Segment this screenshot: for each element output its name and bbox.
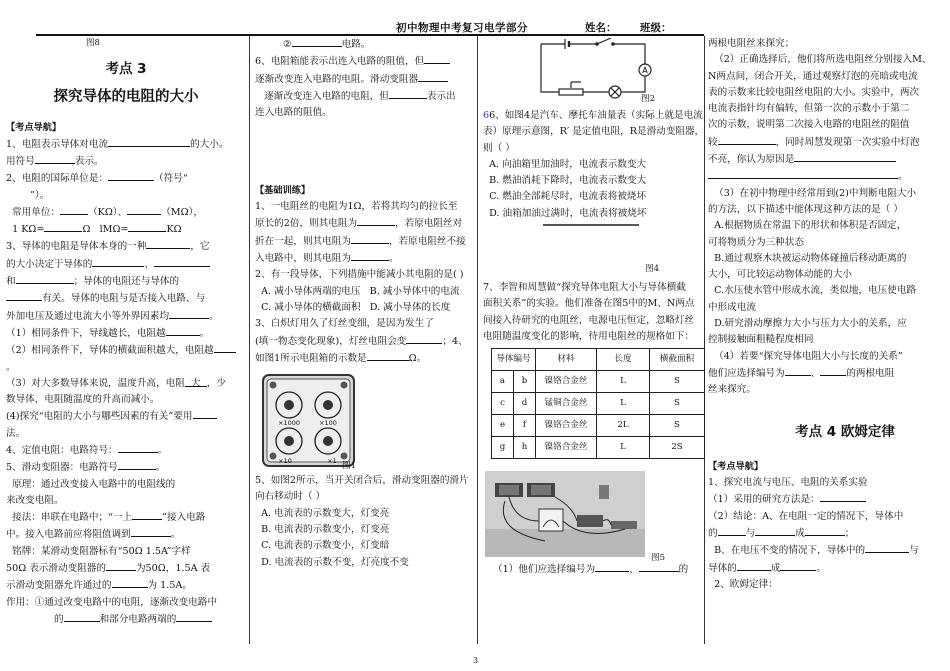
column-2 <box>255 36 473 651</box>
blank <box>128 221 166 232</box>
text-line: 50Ω 表示滑动变阻器的 为50Ω，1.5A 表 <box>6 560 246 577</box>
text-line: 。 <box>6 361 16 373</box>
blank <box>820 365 846 376</box>
table-row <box>492 393 705 415</box>
text-line: C. 燃油全部耗尽时，电流表将被烧坏 <box>489 191 647 203</box>
blank <box>92 256 144 267</box>
blank <box>112 577 148 588</box>
table-cell: S <box>650 393 705 415</box>
text-line: D. 电流表的示数不变，灯亮度不变 <box>261 556 409 568</box>
text-line: (4)探究“电阻的大小与哪些因素的有关”要用 <box>6 408 246 425</box>
text-line: 次的示数，说明第二次接入电路的电阻丝的阻值 <box>708 119 910 131</box>
topic3-heading: 探究导体的电阻的大小 <box>53 89 199 106</box>
table-header-cell: 导体编号 <box>492 349 536 371</box>
text-line: A. 电流表的示数变大，灯变亮 <box>261 507 390 519</box>
table-cell: c <box>492 393 514 415</box>
blank <box>595 561 629 572</box>
text-line: 逐渐改变连入电路的电阻，但 表示出 <box>255 88 473 105</box>
section-nav: 【考点导航】 <box>6 122 62 134</box>
text-line: C. 电流表的示数变小，灯变暗 <box>261 540 390 552</box>
text-line: （2）结论：A、在电阻一定的情况下，导体中 <box>708 510 904 522</box>
header-class-label: 班级： <box>640 22 672 34</box>
text-line: 不亮，你认为原因是 <box>708 151 938 168</box>
table-cell: b <box>513 371 535 393</box>
text-line: D. 油箱加油过满时，电流表将被烧坏 <box>489 207 647 219</box>
text-line: 1、探究电流与电压、电阻的关系实验 <box>708 477 868 489</box>
blank <box>718 525 746 536</box>
text-line: （3）对大多数导体来说，温度升高，电阻 大 ，少 <box>6 377 226 389</box>
basic-training-label: 【基础训练】 <box>255 185 311 197</box>
table-cell: g <box>492 437 514 459</box>
header-title: 初中物理中考复习电学部分 <box>396 22 528 34</box>
text-line: （2）相同条件下，导体的横截面积越大，电阻越 <box>6 342 246 359</box>
text-line: 间接入待研究的电阻丝，电源电压恒定，忽略灯丝 <box>483 314 695 326</box>
question-2: 2、有一段导体，下列措施中能减小其电阻的是( ) <box>255 269 464 281</box>
figure-5 <box>483 471 705 564</box>
blank <box>44 221 82 232</box>
text-line: 两根电阻丝来探究； <box>708 38 795 49</box>
dial-label: ×1000 <box>278 419 300 428</box>
text-line: 接法：串联在电路中；“一上 ”接入电路 <box>6 509 246 526</box>
text-line: 的大小决定于导体的 、 <box>6 256 246 273</box>
blank <box>780 560 816 571</box>
blank <box>708 168 898 179</box>
text-line: D.研究滑动摩擦力大小与压力大小的关系，应 <box>714 318 907 330</box>
blank <box>718 134 776 145</box>
table-cell: a <box>492 371 514 393</box>
text-line: 4、定值电阻：电路符号： 。 <box>6 442 246 459</box>
text-line: 控制接触面粗糙程度相同 <box>708 334 814 346</box>
blank <box>193 408 217 419</box>
text-line: ② 电路。 <box>255 36 473 53</box>
text-line: B. 燃油消耗下降时，电流表示数变大 <box>489 175 647 187</box>
question-7: 7、李智和周慧做“探究导体电阻大小与导体横截 <box>483 282 686 294</box>
ammeter-label: A <box>642 66 648 75</box>
experiment-photo-figure <box>485 471 645 557</box>
text-line: 逐渐改变连入电路的电阻。滑动变阻器 <box>255 71 473 88</box>
text-line: 可将物质分为三种状态 <box>708 236 804 248</box>
blank <box>106 560 136 571</box>
blank <box>132 509 162 520</box>
blank <box>176 611 212 622</box>
table-header-cell: 材料 <box>536 349 597 371</box>
text-line: 原长的2倍，则其电阻为 ，若原电阻丝对 <box>255 215 473 232</box>
kaodian3-heading: 考点 3 <box>105 61 147 78</box>
text-line: 他们应选择编号为 、 的两根电阻 <box>708 365 938 382</box>
column-1 <box>6 36 246 651</box>
text-line: 中。接入电路前应将阻值调到 。 <box>6 526 246 543</box>
dial-label: ×100 <box>319 419 337 428</box>
blank <box>118 442 158 453</box>
table-cell: d <box>513 393 535 415</box>
table-header-cell: 横截面积 <box>650 349 705 371</box>
blank <box>418 71 448 82</box>
text-line: B、在电压不变的情况下，导体中的 与 <box>708 542 938 559</box>
blank <box>35 153 75 164</box>
blank <box>166 325 200 336</box>
table-cell: L <box>597 437 650 459</box>
text-line: 的方法，以下描述中能体现这种方法的是（ ） <box>708 203 903 215</box>
blank <box>131 526 171 537</box>
text-line: B.通过观察木块被运动物体碰撞后移动距离的 <box>714 252 907 264</box>
blank <box>367 350 409 361</box>
fig1-caption: 图1 <box>342 461 357 472</box>
text-line: B. 电流表的示数变小，灯变亮 <box>261 523 390 535</box>
dial-label: ×1 <box>327 457 337 466</box>
text-line: 面积关系”的实验。他们准备在图5中的M、N两点 <box>483 298 695 310</box>
column-3 <box>483 36 705 651</box>
table-row <box>492 415 705 437</box>
table-cell: L <box>597 371 650 393</box>
table-cell: S <box>650 415 705 437</box>
blank <box>127 204 161 215</box>
text-line: 有关。导体的电阻与是否接入电路、与 <box>6 290 246 307</box>
text-line: A. 减小导体两端的电压 B. 减小导体中的电流 <box>261 285 460 297</box>
text-line: 3、导体的电阻是导体本身的一种 ，它 <box>6 238 246 255</box>
circuit-diagram <box>537 38 657 100</box>
blank <box>865 542 909 553</box>
text-line: 2、欧姆定律： <box>714 578 778 590</box>
blank <box>737 560 771 571</box>
blank: 大 <box>185 376 207 387</box>
blank <box>108 170 154 181</box>
page-header <box>0 20 950 34</box>
resistor-spec-table <box>491 348 705 459</box>
blank <box>108 136 190 147</box>
blank <box>794 151 896 162</box>
figure-4 <box>483 226 705 280</box>
table-cell: L <box>597 393 650 415</box>
text-line: A.根据物质在常温下的形状和体积是否固定， <box>714 220 907 232</box>
section-nav: 【考点导航】 <box>708 461 764 473</box>
blank <box>214 342 236 353</box>
text-line: 示滑动变阻器允许通过的 为 1.5A。 <box>6 577 246 594</box>
text-line: 向右移动时（ ） <box>255 491 326 503</box>
text-line: （2）正确选择后，他们将所选电阻丝分别接入M、 <box>714 54 932 66</box>
table-cell: 镍铬合金丝 <box>536 371 597 393</box>
text-line: （3）在初中物理中经常用到(2)中判断电阻大小 <box>714 187 917 199</box>
text-line: （1）他们应选择编号为 、 的 <box>483 561 705 578</box>
table-cell: h <box>513 437 535 459</box>
blank <box>755 525 795 536</box>
text-line: 的 与 成 ； <box>708 525 938 542</box>
text-line: C.水压使水管中形成水流，类似地，电压使电路 <box>714 285 917 297</box>
blank <box>424 53 450 64</box>
table-cell: 2L <box>597 415 650 437</box>
text-line: （1）采用的研究方法是： <box>708 491 938 508</box>
dial-label: ×10 <box>278 457 292 466</box>
text-line: 和 ；导体的电阻还与导体的 <box>6 273 246 290</box>
blank <box>169 308 209 319</box>
blank <box>292 36 342 47</box>
text-line: 原理：通过改变接入电路中的电阻线的 <box>12 478 176 490</box>
blank <box>16 273 74 284</box>
fig4-caption: 图4 <box>645 264 660 275</box>
text-line: 连入电路的阻值。 <box>255 107 332 119</box>
text-line: 表）原理示意图，R′ 是定值电阻，R是滑动变阻器， <box>483 126 705 138</box>
blank <box>6 290 42 301</box>
blank <box>146 238 190 249</box>
text-line: 导体的 成 。 <box>708 560 938 577</box>
table-cell: S <box>650 371 705 393</box>
fig8-caption: 图8 <box>86 38 100 48</box>
text-line: 较 ，同时周慧发现第一次实验中灯泡 <box>708 134 938 151</box>
column-divider <box>249 36 250 644</box>
text-line: A. 向油箱里加油时，电流表示数变大 <box>489 158 647 170</box>
text-line: 中形成电流 <box>708 301 756 313</box>
question-3: 3、白炽灯用久了灯丝变细，是因为发生了 <box>255 318 434 330</box>
table-cell: e <box>492 415 514 437</box>
header-name-label: 姓名： <box>585 22 617 34</box>
blank <box>389 88 427 99</box>
text-line: 铭牌：某滑动变阻器标有“50Ω 1.5A”字样 <box>12 545 191 557</box>
text-line: 5、滑动变阻器：电路符号 。 <box>6 459 246 476</box>
text-line: (填一物态变化现象)，灯丝电阻会变 ；4、 <box>255 333 473 350</box>
text-line: 6、电阻箱能表示出连入电路的阻值，但 <box>255 53 473 70</box>
column-divider <box>477 36 478 644</box>
text-line: 入电路中，则其电阻为 。 <box>255 250 473 267</box>
question-1: 1、一电阻丝的电阻为1Ω，若将其均匀的拉长至 <box>255 201 458 213</box>
blank <box>351 250 389 261</box>
text-line: （1）相同条件下，导线越长，电阻越 。 <box>6 325 246 342</box>
column-4 <box>708 36 938 651</box>
text-line: （4）若要“探究导体电阻大小与长度的关系” <box>714 350 903 362</box>
kaodian4-heading: 考点 4 欧姆定律 <box>795 423 895 440</box>
text-line: 1、电阻表示导体对电流 的大小。 <box>6 136 246 153</box>
text-line: 表的示数来比较电阻丝电阻的大小。实验中，两次 <box>708 86 920 98</box>
question-6: 66、如图4是汽车、摩托车油量表（实际上就是电流 <box>483 110 703 121</box>
text-line: 用符号 表示。 <box>6 153 246 170</box>
blank <box>154 256 210 267</box>
blank <box>820 491 866 502</box>
blank <box>785 365 811 376</box>
table-row <box>492 371 705 393</box>
blank <box>351 233 389 244</box>
question-5: 5、如图2所示，当开关闭合后，滑动变阻器的滑片 <box>255 475 469 487</box>
table-row <box>492 437 705 459</box>
blank <box>406 333 442 344</box>
table-cell: 镍铬合金丝 <box>536 415 597 437</box>
text-line: 电流表指针均有偏转，但第一次的示数小于第二 <box>708 103 910 115</box>
figure-2 <box>483 36 705 108</box>
fig2-caption: 图2 <box>641 94 656 104</box>
text-line: 。 <box>708 168 938 185</box>
blank <box>118 459 156 470</box>
table-cell: 2S <box>650 437 705 459</box>
fig5-caption: 图5 <box>651 553 666 564</box>
text-line: 2、电阻的国际单位是： （符号“ <box>6 170 246 187</box>
table-header-row <box>492 349 705 371</box>
blank <box>64 611 100 622</box>
text-line: C. 减小导体的横截面积 D. 减小导体的长度 <box>261 301 451 313</box>
text-line: 外加电压及通过电流大小等外界因素均 。 <box>6 308 246 325</box>
text-line: 丝来探究。 <box>708 384 756 396</box>
table-cell: 锰铜合金丝 <box>536 393 597 415</box>
text-line: 大小，可比较运动物体动能的大小 <box>708 269 852 281</box>
text-line: 折在一起，则其电阻为 ，若原电阻丝不接 <box>255 233 473 250</box>
text-line: 1 KΩ= Ω lMΩ= KΩ <box>6 221 246 238</box>
text-line: 来改变电阻。 <box>6 494 64 506</box>
blank <box>805 525 845 536</box>
text-line: 的 和部分电路两端的 <box>6 611 246 628</box>
text-line: 电阻随温度变化的影响，待用电阻丝的规格如下： <box>483 330 695 342</box>
text-line: N两点间，闭合开关，通过观察灯泡的亮暗或电流 <box>708 70 918 82</box>
text-line: ”）。 <box>30 189 50 201</box>
text-line: 作用：①通过改变电路中的电阻，逐渐改变电路中 <box>6 596 218 608</box>
text-line: 数导体，电阻随温度的升高而减小。 <box>6 394 160 406</box>
resistance-box-figure <box>261 373 356 468</box>
table-header-cell: 长度 <box>597 349 650 371</box>
text-line: 常用单位： （KΩ）、 （MΩ）， <box>6 204 246 221</box>
blank <box>357 215 395 226</box>
blank <box>60 204 88 215</box>
table-cell: 镍铬合金丝 <box>536 437 597 459</box>
page-number: 3 <box>473 656 479 665</box>
figure-1 <box>255 373 473 473</box>
text-line: 则（ ） <box>483 142 515 154</box>
question-4: 如图1所示电阻箱的示数是 Ω。 <box>255 350 473 367</box>
table-cell: f <box>513 415 535 437</box>
text-line: 法。 <box>6 427 26 439</box>
